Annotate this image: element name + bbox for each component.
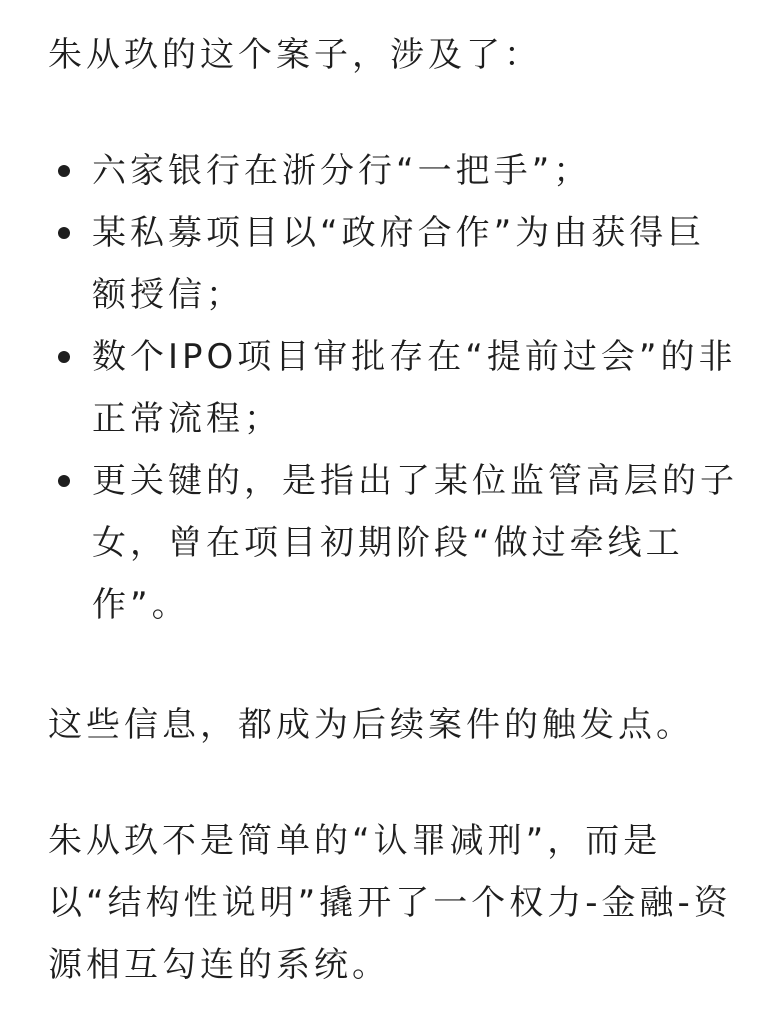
bullet-dot-icon: [58, 165, 70, 177]
bullet-dot-icon: [58, 351, 70, 363]
bullet-dot-icon: [58, 227, 70, 239]
bullet-item-ipo: [48, 326, 738, 450]
bullet-text: 数个IPO项目审批存在“提前过会”的非正常流程；: [92, 337, 737, 439]
intro-paragraph: 朱从玖的这个案子，涉及了：: [48, 35, 542, 75]
conclusion-paragraph: 朱从玖不是简单的“认罪减刑”，而是以“结构性说明”撬开了一个权力-金融-资源相互勾连的系统。: [48, 821, 732, 985]
trigger-paragraph: 这些信息，都成为后续案件的触发点。: [48, 705, 694, 745]
bullet-item-banks: [48, 140, 738, 202]
bullet-text: 某私募项目以“政府合作”为由获得巨额授信；: [92, 213, 706, 315]
bullet-item-official-children: [48, 450, 738, 636]
bullet-dot-icon: [58, 475, 70, 487]
bullet-list: [48, 140, 738, 636]
bullet-text: 更关键的，是指出了某位监管高层的子女，曾在项目初期阶段“做过牵线工作”。: [92, 461, 738, 625]
bullet-text: 六家银行在浙分行“一把手”；: [92, 151, 592, 191]
bullet-item-private-fund: [48, 202, 738, 326]
